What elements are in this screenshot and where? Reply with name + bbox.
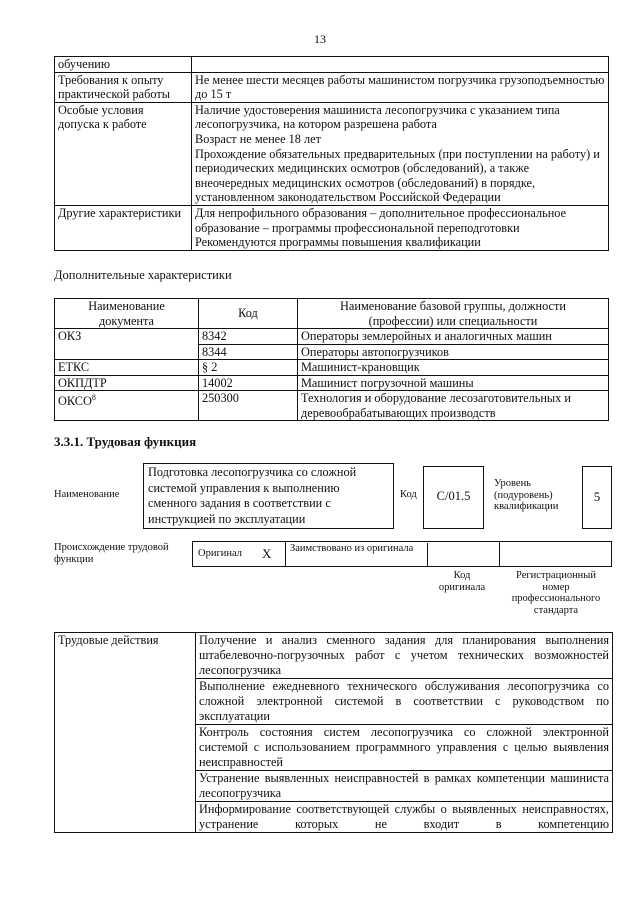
header-name: Наименование базовой группы, должности (профессии) или специальности: [298, 299, 609, 329]
labor-action-item: Контроль состояния систем лесопогрузчика со сложной электронной системой с использованием программного управления с целью выявления неисправностей: [196, 725, 613, 771]
doc-cell: ОКСО$^8$: [55, 391, 199, 421]
doc-cell: ОКЗ: [55, 329, 199, 345]
level-value: 5: [593, 489, 601, 504]
code-cell: 8342: [199, 329, 298, 345]
name-cell: Машинист погрузочной машины: [298, 375, 609, 391]
original-cell: [193, 542, 286, 566]
doc-cell: [55, 344, 199, 360]
section-title: 3.3.1. Трудовая функция: [54, 434, 197, 449]
labor-action-item: Получение и анализ сменного задания для планирования выполнения штабелевочно-погрузочных работ с учетом технических возможностей лесопогрузчика: [196, 633, 613, 679]
original-label: Оригинал: [198, 548, 242, 559]
header-code: Код: [199, 299, 298, 329]
table-row: [55, 391, 609, 421]
code-box: [423, 466, 484, 529]
table-header-row: [55, 299, 609, 329]
code-cell: 14002: [199, 375, 298, 391]
code-original-caption: Код оригинала: [438, 570, 486, 593]
name-cell: Технология и оборудование лесозаготовительных и деревообрабатывающих производств: [298, 391, 609, 421]
doc-cell: ЕТКС: [55, 360, 199, 376]
name-cell: Машинист-крановщик: [298, 360, 609, 376]
level-label: Уровень (подуровень) квалификации: [494, 478, 559, 512]
labor-action-item: Информирование соответствующей службы о выявленных неисправностях, устранение которых не входит в компетенцию: [196, 802, 613, 833]
doc-cell: ОКПДТР: [55, 375, 199, 391]
row-value: [192, 57, 609, 73]
row-value: Для непрофильного образования – дополнительное профессиональное образование – программы профессиональной переподготовки Рекомендуются программы повышения квалификации: [192, 205, 609, 250]
table-row: [55, 633, 613, 679]
name-label: Наименование: [54, 489, 120, 500]
table-row: [55, 344, 609, 360]
table-row: [55, 102, 609, 205]
borrowed-label: Заимствовано из оригинала: [290, 543, 414, 554]
code-label: Код: [400, 489, 417, 500]
registration-caption: Регистрационный номер профессионального стандарта: [511, 570, 601, 616]
table-row: [55, 57, 609, 73]
row-label: Требования к опыту практической работы: [55, 72, 192, 102]
function-name-box: [143, 463, 394, 529]
name-cell: Операторы автопогрузчиков: [298, 344, 609, 360]
code-original-cell: [429, 542, 500, 566]
row-label: Особые условия допуска к работе: [55, 102, 192, 205]
additional-characteristics-table: [54, 298, 609, 421]
row-label: обучению: [55, 57, 192, 73]
borrowed-cell: [286, 543, 428, 566]
code-cell: 8344: [199, 344, 298, 360]
original-mark: X: [262, 546, 272, 561]
header-document: Наименование документа: [55, 299, 199, 329]
table-row: [55, 72, 609, 102]
labor-action-item: Устранение выявленных неисправностей в рамках компетенции машиниста лесопогрузчика: [196, 771, 613, 802]
table-row: [55, 375, 609, 391]
origin-row: [192, 541, 612, 567]
function-name-value: Подготовка лесопогрузчика со сложной системой управления к выполнению сменного задания в соответствии с инструкцией по эксплуатации: [148, 465, 357, 526]
page-number: 13: [314, 32, 326, 46]
level-box: [582, 466, 612, 529]
table-row: [55, 205, 609, 250]
row-value: Наличие удостоверения машиниста лесопогрузчика с указанием типа лесопогрузчика, на котором разрешена работа Возраст не менее 18 лет Прохождение обязательных предварительных (при поступлении на работу) и периодических медицинских осмотров (обследований), а также внеочередных медицинских осмотров (обследований) в порядке, установленном законодательством Российской Федерации: [192, 102, 609, 205]
additional-characteristics-title: Дополнительные характеристики: [54, 268, 232, 282]
row-value: Не менее шести месяцев работы машинистом погрузчика грузоподъемностью до 15 т: [192, 72, 609, 102]
code-cell: § 2: [199, 360, 298, 376]
row-label: Другие характеристики: [55, 205, 192, 250]
labor-actions-label: Трудовые действия: [55, 633, 196, 833]
code-value: С/01.5: [436, 489, 471, 503]
qualification-requirements-table: [54, 56, 609, 251]
table-row: [55, 329, 609, 345]
table-row: [55, 360, 609, 376]
labor-actions-table: [54, 632, 613, 833]
name-cell: Операторы землеройных и аналогичных машин: [298, 329, 609, 345]
origin-label: Происхождение трудовой функции: [54, 542, 169, 565]
labor-action-item: Выполнение ежедневного технического обслуживания лесопогрузчика со сложной электронной системой в соответствии с руководством по эксплуатации: [196, 679, 613, 725]
code-cell: 250300: [199, 391, 298, 421]
footnote-mark: 8: [91, 393, 96, 402]
